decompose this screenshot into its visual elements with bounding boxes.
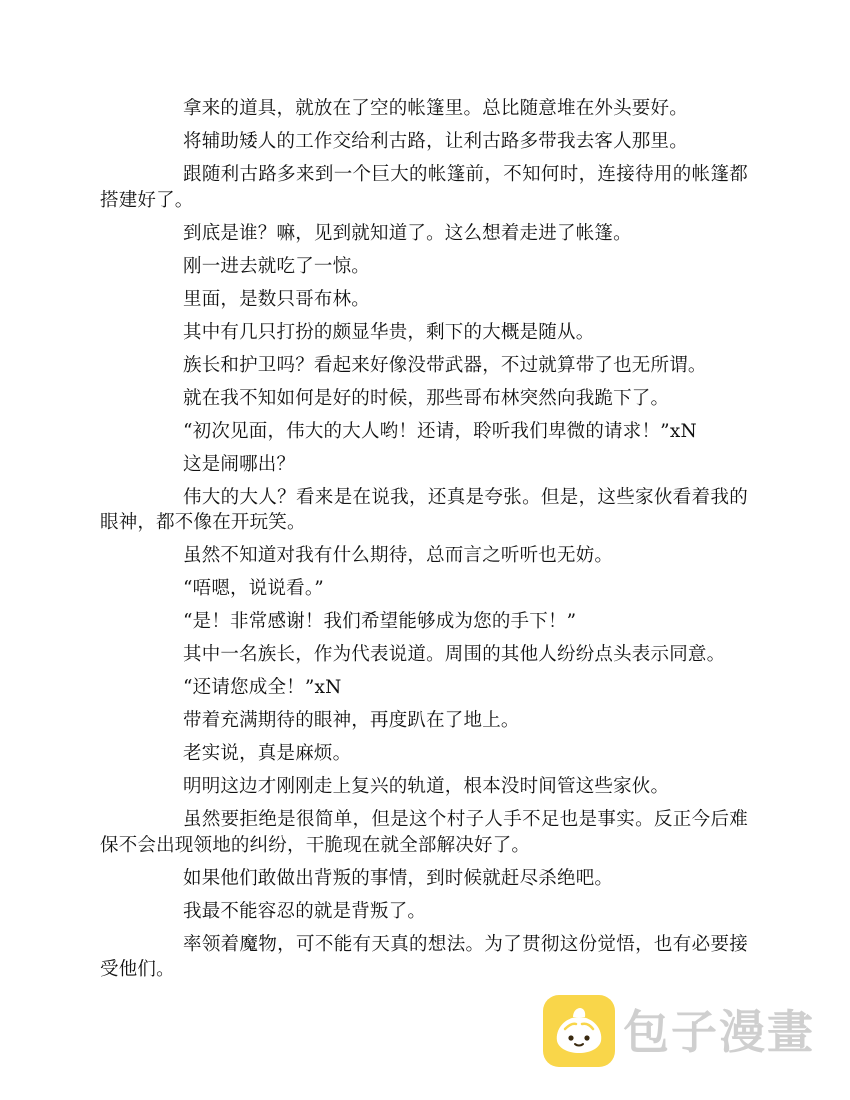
paragraph: 如果他们敢做出背叛的事情，到时候就赶尽杀绝吧。 bbox=[183, 867, 614, 889]
paragraph: 里面，是数只哥布林。 bbox=[183, 288, 371, 310]
paragraph: 将辅助矮人的工作交给利古路，让利古路多带我去客人那里。 bbox=[183, 131, 688, 152]
paragraph: 刚一进去就吃了一惊。 bbox=[183, 255, 371, 277]
paragraph: 这是闹哪出？ bbox=[183, 453, 296, 475]
watermark bbox=[543, 995, 823, 1067]
paragraph: 虽然不知道对我有什么期待，总而言之听听也无妨。 bbox=[183, 545, 614, 566]
paragraph: 其中有几只打扮的颇显华贵，剩下的大概是随从。 bbox=[183, 321, 595, 343]
paragraph: 拿来的道具，就放在了空的帐篷里。总比随意堆在外头要好。 bbox=[183, 98, 688, 119]
watermark-text: 包子漫畫 bbox=[623, 1005, 815, 1059]
paragraph: 伟大的大人？看来是在说我，还真是夸张。但是，这些家伙看着我的眼神，都不像在开玩笑。 bbox=[100, 486, 748, 533]
paragraph: 老实说，真是麻烦。 bbox=[183, 743, 352, 764]
paragraph: 其中一名族长，作为代表说道。周围的其他人纷纷点头表示同意。 bbox=[183, 644, 726, 665]
chapter-text bbox=[100, 96, 748, 983]
paragraph: 率领着魔物，可不能有天真的想法。为了贯彻这份觉悟，也有必要接受他们。 bbox=[100, 933, 748, 980]
paragraph: “初次见面，伟大的大人哟！还请，聆听我们卑微的请求！”xN bbox=[183, 420, 697, 442]
paragraph: 虽然要拒绝是很简单，但是这个村子人手不足也是事实。反正今后难保不会出现领地的纠纷，干脆现在就全部解决好了。 bbox=[100, 809, 748, 856]
paragraph: “是！非常感谢！我们希望能够成为您的手下！” bbox=[183, 611, 577, 632]
paragraph: “唔嗯，说说看。” bbox=[183, 578, 324, 599]
paragraph: 跟随利古路多来到一个巨大的帐篷前，不知何时，连接待用的帐篷都搭建好了。 bbox=[100, 164, 748, 211]
paragraph: 族长和护卫吗？看起来好像没带武器，不过就算带了也无所谓。 bbox=[183, 354, 707, 376]
paragraph: 我最不能容忍的就是背叛了。 bbox=[183, 900, 427, 922]
paragraph: 到底是谁？嘛，见到就知道了。这么想着走进了帐篷。 bbox=[183, 222, 632, 244]
paragraph: “还请您成全！”xN bbox=[183, 677, 342, 698]
paragraph: 就在我不知如何是好的时候，那些哥布林突然向我跪下了。 bbox=[183, 387, 670, 409]
bun-logo-icon bbox=[543, 995, 615, 1067]
paragraph: 明明这边才刚刚走上复兴的轨道，根本没时间管这些家伙。 bbox=[183, 776, 670, 797]
paragraph: 带着充满期待的眼神，再度趴在了地上。 bbox=[183, 710, 520, 731]
